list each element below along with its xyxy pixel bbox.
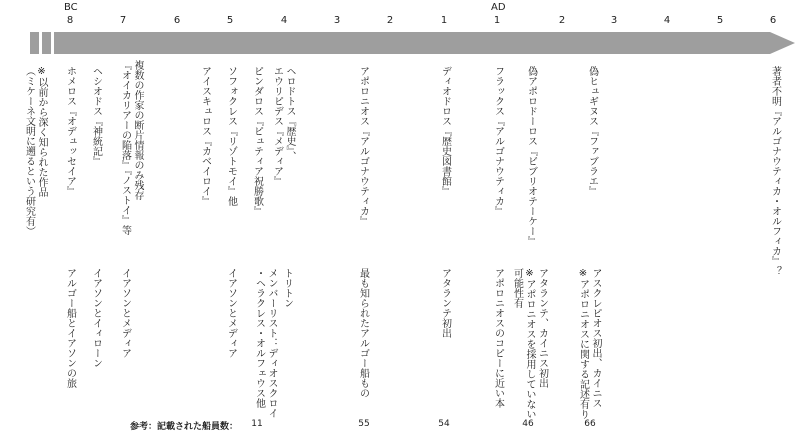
work-entry-orphica: 著者不明『アルゴナウティカ・オルフィカ』？ [769, 66, 781, 276]
century-tick: 8 [66, 15, 74, 26]
note-entry-hyginus: アスクレピオス初出、カイニス ※アポロニオスに関する記述有り [577, 268, 601, 419]
work-entry-aeschylus: アイスキュロス『カベイロイ』 [199, 66, 211, 206]
work-entry-note: ※以前から深く知られた作品 （ミケーネ文明に遡るという研究有） [23, 66, 47, 236]
century-tick: 3 [610, 15, 618, 26]
note-entry-homer: アルゴー船とイアソンの旅 [64, 268, 76, 388]
century-tick: 5 [226, 15, 234, 26]
crew-count-apollodorus: 46 [522, 419, 534, 429]
crew-count-apollonius: 55 [358, 419, 370, 429]
work-entry-flaccus: フラックス『アルゴナウティカ』 [492, 66, 504, 216]
work-entry-herodotus: ヘロドトス『歴史』、 エウリピデス『メディア』 [271, 66, 295, 186]
work-entry-pindar: ピンダロス『ピュティア祝勝歌』 [251, 66, 263, 216]
work-entry-sophocles: ソフォクレス『リゾトモイ』他 [225, 66, 237, 206]
work-entry-hesiod: ヘシオドス『神統記』 [90, 66, 102, 166]
work-entry-fragments: 複数の作家の断片情報のみ残存 『オイカリアーの陥落』『ノストイ』等 [119, 60, 143, 235]
work-entry-diodorus: ディオドロス『歴史図書館』 [439, 66, 451, 196]
century-tick: 7 [119, 15, 127, 26]
note-entry-fragments: イアソンとメディア [119, 268, 131, 358]
century-tick: 1 [493, 15, 501, 26]
note-entry-herodotus: トリトン [281, 268, 293, 308]
century-tick: 4 [280, 15, 288, 26]
note-entry-flaccus: アポロニオスのコピーに近い本 [492, 268, 504, 408]
crew-count-hyginus: 66 [584, 419, 596, 429]
timeline-stub-1 [30, 32, 39, 54]
work-entry-apollonius: アポロニオス『アルゴナウティカ』 [357, 66, 369, 226]
timeline-bar [54, 32, 795, 54]
note-entry-sophocles: イアソンとメディア [225, 268, 237, 358]
timeline-stub-2 [42, 32, 51, 54]
century-tick: 3 [333, 15, 341, 26]
work-entry-homer: ホメロス『オデュッセイア』 [64, 66, 76, 196]
crew-count-diodorus: 54 [438, 419, 450, 429]
note-entry-apollodorus: アタランテ、カイニス初出 ※アポロニオスを採用していない 可能性有 [511, 268, 548, 419]
era-label-bc: BC [64, 2, 78, 13]
crew-count-label: 参考：記載された船員数： [130, 422, 239, 432]
century-tick: 5 [716, 15, 724, 26]
century-tick: 1 [440, 15, 448, 26]
century-tick: 2 [558, 15, 566, 26]
note-entry-pindar: メンバーリスト：ディオスクロイ ・ヘラクレス・オルフェウス他 [253, 268, 277, 418]
work-entry-hyginus: 偽ヒュギヌス『ファブラエ』 [586, 66, 598, 196]
note-entry-apollonius: 最も知られたアルゴー船もの [357, 268, 369, 398]
note-entry-hesiod: イアソンとイィローン [90, 268, 102, 368]
century-tick: 6 [173, 15, 181, 26]
crew-count-pindar: 11 [251, 419, 263, 429]
century-tick: 4 [663, 15, 671, 26]
century-tick: 6 [769, 15, 777, 26]
note-entry-diodorus: アタランテ初出 [439, 268, 451, 338]
century-tick: 2 [386, 15, 394, 26]
era-label-ad: AD [491, 2, 506, 13]
work-entry-apollodorus: 偽アポロドーロス『ビブリオテーケー』 [525, 66, 537, 246]
